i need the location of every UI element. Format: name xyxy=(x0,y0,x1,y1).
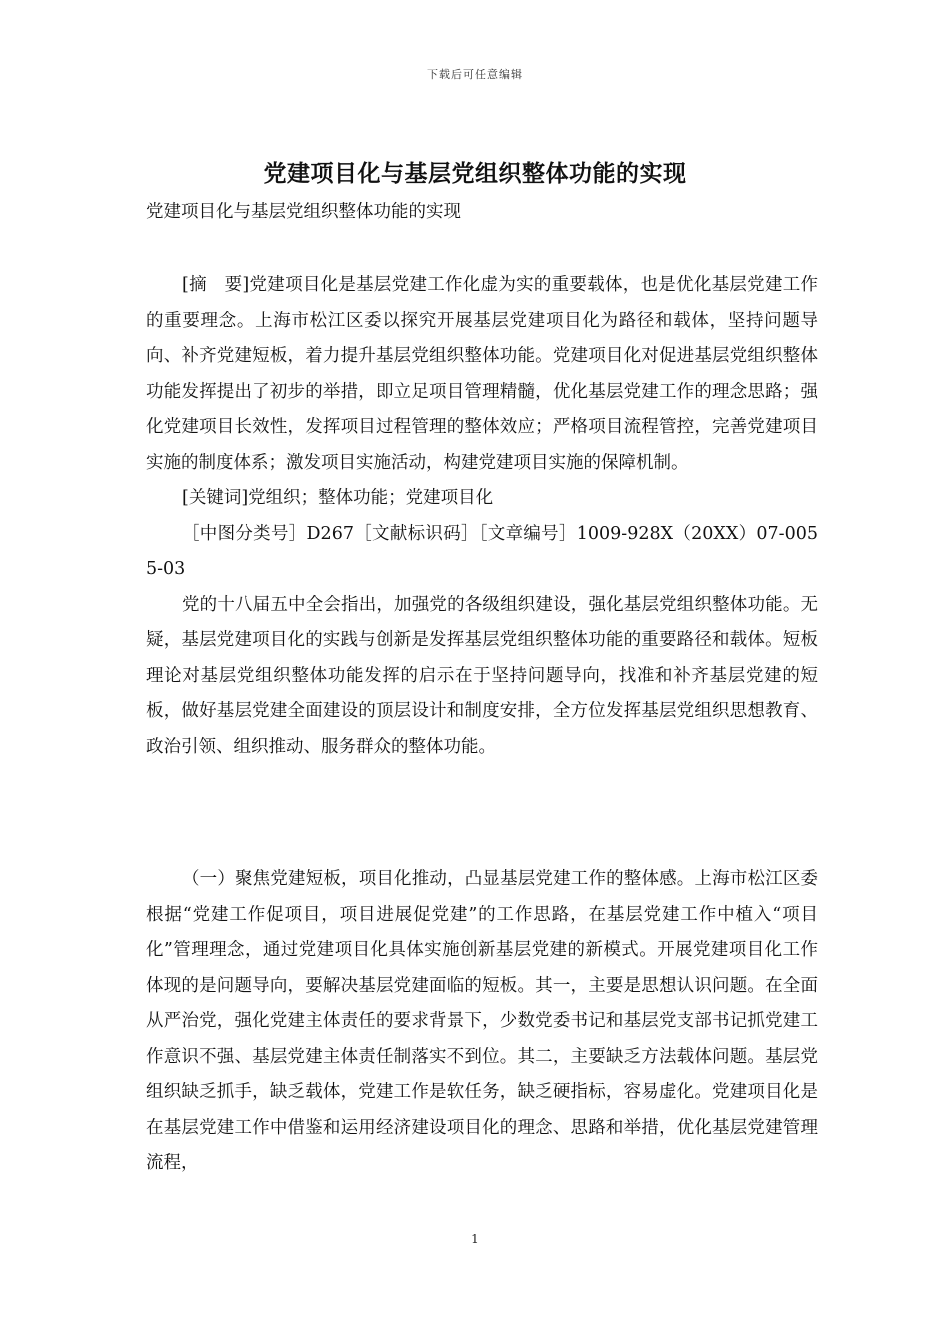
intro-paragraph: 党的十八届五中全会指出，加强党的各级组织建设，强化基层党组织整体功能。无疑，基层党建项目化的实践与创新是发挥基层党组织整体功能的重要路径和载体。短板理论对基层党组织整体功能发挥的启示在于坚持问题导向，找准和补齐基层党建的短板，做好基层党建全面建设的顶层设计和制度安排，全方位发挥基层党组织思想教育、政治引领、组织推动、服务群众的整体功能。 xyxy=(146,594,818,757)
keywords-paragraph: [关键词]党组织；整体功能；党建项目化 xyxy=(182,488,494,508)
header-note: 下载后可任意编辑 xyxy=(427,68,523,81)
page-number: 1 xyxy=(471,1232,479,1246)
classification-paragraph: ［中图分类号］D267［文献标识码］［文章编号］1009-928X（20XX）07-0055-03 xyxy=(146,523,818,579)
body-section-2 xyxy=(146,862,818,1182)
document-subtitle xyxy=(146,195,818,231)
abstract-paragraph: [摘 要]党建项目化是基层党建工作化虚为实的重要载体，也是优化基层党建工作的重要理念。上海市松江区委以探究开展基层党建项目化为路径和载体，坚持问题导向、补齐党建短板，着力提升基层党组织整体功能。党建项目化对促进基层党组织整体功能发挥提出了初步的举措，即立足项目管理精髓，优化基层党建工作的理念思路；强化党建项目长效性，发挥项目过程管理的整体效应；严格项目流程管控，完善党建项目实施的制度体系；激发项目实施活动，构建党建项目实施的保障机制。 xyxy=(146,275,818,473)
section-one-paragraph: （一）聚焦党建短板，项目化推动，凸显基层党建工作的整体感。上海市松江区委根据“党建工作促项目，项目进展促党建”的工作思路，在基层党建工作中植入“项目化”管理理念，通过党建项目化具体实施创新基层党建的新模式。开展党建项目化工作体现的是问题导向，要解决基层党建面临的短板。其一，主要是思想认识问题。在全面从严治党，强化党建主体责任的要求背景下，少数党委书记和基层党支部书记抓党建工作意识不强、基层党建主体责任制落实不到位。其二，主要缺乏方法载体问题。基层党组织缺乏抓手，缺乏载体，党建工作是软任务，缺乏硬指标，容易虚化。党建项目化是在基层党建工作中借鉴和运用经济建设项目化的理念、思路和举措，优化基层党建管理流程， xyxy=(146,869,818,1173)
body-section-1 xyxy=(146,268,818,765)
subtitle-text: 党建项目化与基层党组织整体功能的实现 xyxy=(146,202,461,222)
document-title: 党建项目化与基层党组织整体功能的实现 xyxy=(263,161,687,187)
